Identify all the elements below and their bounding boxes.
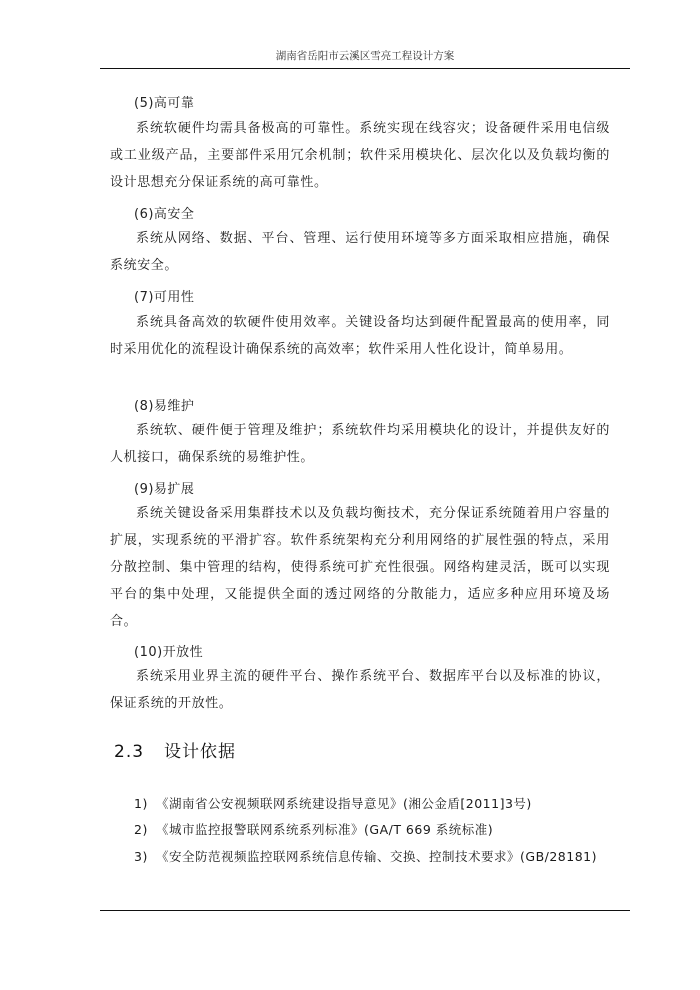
- item-text-usability: 系统具备高效的软硬件使用效率。关键设备均达到硬件配置最高的使用率，同时采用优化的流程设计确保系统的高效率；软件采用人性化设计，简单易用。: [110, 315, 610, 357]
- header-divider: [100, 68, 630, 69]
- section-title: [114, 737, 236, 762]
- reference-text: 《安全防范视频监控联网系统信息传输、交换、控制技术要求》(GB/28181): [156, 849, 597, 864]
- item-text-scalability: 系统关键设备采用集群技术以及负载均衡技术，充分保证系统随着用户容量的扩展，实现系统的平滑扩容。软件系统架构充分利用网络的扩展性强的特点，采用分散控制、集中管理的结构，使得系统可扩充性很强。网络构建灵活，既可以实现平台的集中处理，又能提供全面的透过网络的分散能力，适应多种应用环境及场合。: [110, 506, 610, 629]
- reference-number: 1): [134, 796, 148, 811]
- section-title-text: 设计依据: [164, 742, 237, 762]
- item-text-reliability: 系统软硬件均需具备极高的可靠性。系统实现在线容灾；设备硬件采用电信级或工业级产品，主要部件采用冗余机制；软件采用模块化、层次化以及负载均衡的设计思想充分保证系统的高可靠性。: [110, 121, 610, 190]
- item-text-security: 系统从网络、数据、平台、管理、运行使用环境等多方面采取相应措施，确保系统安全。: [110, 231, 610, 273]
- page-header-title: 湖南省岳阳市云溪区雪亮工程设计方案: [275, 50, 455, 62]
- item-heading-openness: (10)开放性: [134, 645, 204, 660]
- item-heading-security: (6)高安全: [134, 207, 195, 222]
- reference-number: 2): [134, 822, 148, 837]
- reference-item: [110, 816, 610, 843]
- item-heading-scalability: (9)易扩展: [134, 482, 195, 497]
- reference-text: 《城市监控报警联网系统系列标准》(GA/T 669 系统标准): [156, 822, 494, 837]
- item-heading-reliability: (5)高可靠: [134, 96, 195, 111]
- reference-item: [110, 843, 610, 870]
- item-text-openness: 系统采用业界主流的硬件平台、操作系统平台、数据库平台以及标准的协议，保证系统的开放性。: [110, 669, 610, 711]
- item-text-maintainability: 系统软、硬件便于管理及维护；系统软件均采用模块化的设计，并提供友好的人机接口，确保系统的易维护性。: [110, 423, 610, 465]
- item-heading-maintainability: (8)易维护: [134, 399, 195, 414]
- reference-number: 3): [134, 849, 148, 864]
- item-heading-usability: (7)可用性: [134, 290, 195, 305]
- reference-item: [110, 790, 610, 817]
- section-number: 2.3: [114, 742, 145, 762]
- reference-text: 《湖南省公安视频联网系统建设指导意见》(湘公金盾[2011]3号): [156, 796, 532, 811]
- footer-divider: [100, 910, 630, 911]
